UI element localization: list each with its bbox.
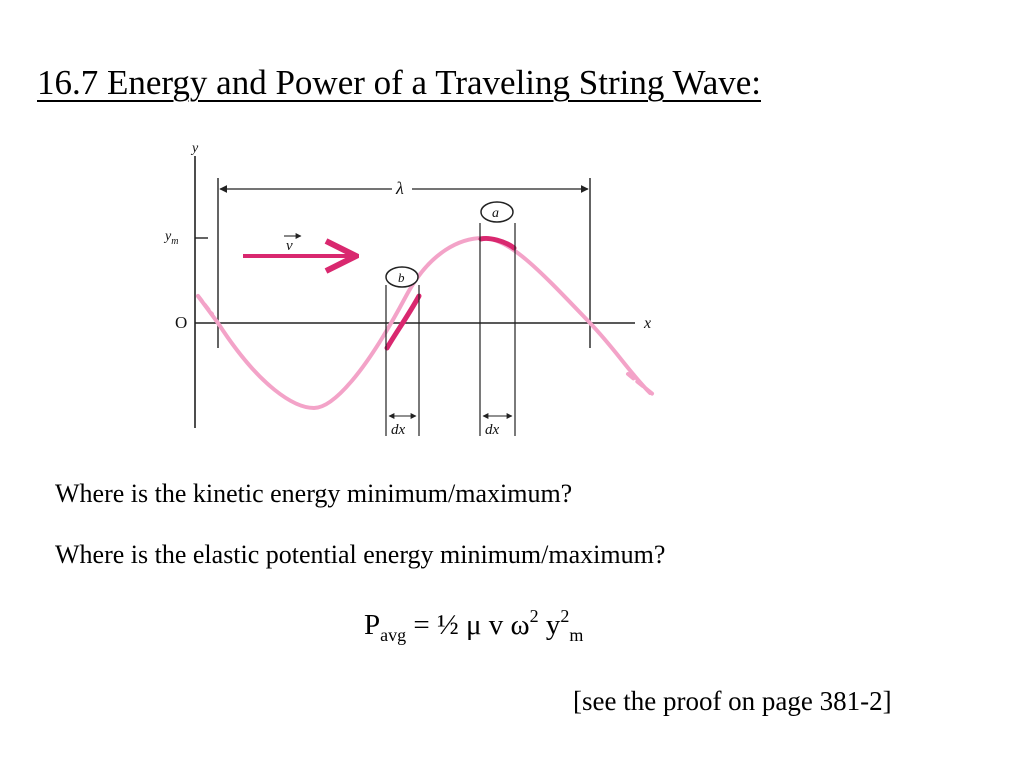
element-a-dx-label: dx — [485, 422, 500, 438]
element-a-label: a — [492, 206, 499, 221]
formula-middle-terms: = ½ μ v ω — [406, 609, 530, 641]
element-b-label: b — [398, 270, 405, 285]
formula-y-exponent: 2 — [560, 606, 570, 626]
slide-title: 16.7 Energy and Power of a Traveling String Wave: — [37, 63, 761, 102]
average-power-formula — [364, 607, 583, 643]
wavelength-label: λ — [396, 178, 404, 198]
traveling-wave-figure — [160, 138, 660, 443]
proof-reference: [see the proof on page 381-2] — [573, 686, 892, 716]
formula-y-subscript: m — [569, 625, 584, 645]
formula-y-symbol: y — [538, 609, 561, 641]
amplitude-label: $y_m$ — [165, 229, 179, 247]
x-axis-label: x — [644, 315, 652, 332]
origin-label: O — [175, 313, 188, 332]
kinetic-energy-question: Where is the kinetic energy minimum/maximum? — [55, 479, 573, 508]
potential-energy-question: Where is the elastic potential energy minimum/maximum? — [55, 540, 666, 569]
y-axis-label: y — [192, 141, 199, 156]
wave-right-dashed-extension — [628, 374, 655, 396]
velocity-label: v — [286, 238, 293, 254]
element-b-dx-label: dx — [391, 422, 406, 438]
formula-omega-exponent: 2 — [529, 606, 539, 626]
formula-power-symbol: P — [364, 609, 381, 641]
traveling-wave-diagram — [160, 138, 660, 443]
formula-average-subscript: avg — [380, 625, 407, 645]
